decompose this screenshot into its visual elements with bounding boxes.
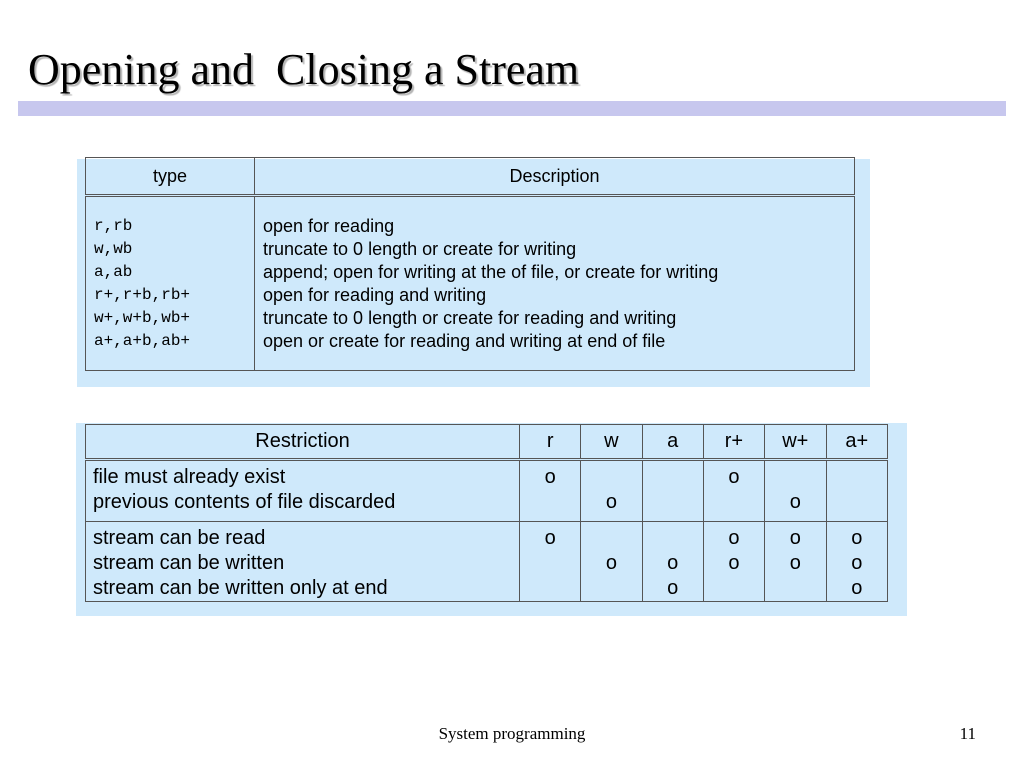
mark — [643, 465, 703, 490]
mark: o — [851, 527, 863, 549]
mode-r-header: r — [520, 425, 581, 460]
mode-type-table — [85, 157, 855, 371]
mode-r-cell — [520, 522, 581, 602]
mode-a-plus-cell — [826, 460, 887, 522]
type-item: r+,r+b,rb+ — [94, 286, 191, 304]
mark: o — [667, 577, 679, 599]
footer-text: System programming — [438, 724, 586, 743]
mark — [520, 551, 580, 576]
mode-a-cell — [642, 460, 703, 522]
restriction-text: previous contents of file discarded — [93, 491, 396, 513]
table2-row-stream-access — [86, 522, 888, 602]
mark: o — [667, 552, 679, 574]
mark: o — [728, 527, 740, 549]
mark: o — [789, 527, 801, 549]
restriction-text: stream can be read — [93, 527, 266, 549]
mode-w-plus-cell — [765, 460, 826, 522]
mark — [643, 490, 703, 515]
mark — [581, 526, 641, 551]
restriction-cell — [86, 522, 520, 602]
mode-r-plus-cell — [703, 460, 764, 522]
mark: o — [605, 552, 617, 574]
mark: o — [544, 527, 556, 549]
type-item: w,wb — [94, 240, 133, 258]
mode-w-plus-header: w+ — [765, 425, 826, 460]
mark: o — [789, 491, 801, 513]
type-cell — [86, 196, 255, 371]
restriction-cell — [86, 460, 520, 522]
page-number: 11 — [959, 724, 976, 743]
restriction-header: Restriction — [86, 425, 520, 460]
mode-a-cell — [642, 522, 703, 602]
table1-header-row — [86, 158, 855, 196]
type-item: a,ab — [94, 263, 133, 281]
mark — [643, 526, 703, 551]
mark — [827, 465, 887, 490]
mark — [765, 576, 825, 601]
mark — [704, 576, 764, 601]
mark — [704, 490, 764, 515]
description-item: open or create for reading and writing at end of file — [263, 331, 666, 351]
mode-w-header: w — [581, 425, 642, 460]
slide-title: Opening and Closing a Stream — [28, 45, 580, 94]
type-item: r,rb — [94, 217, 133, 235]
type-header: type — [86, 158, 255, 196]
mode-w-plus-cell — [765, 522, 826, 602]
mode-r-plus-header: r+ — [703, 425, 764, 460]
restriction-text: stream can be written — [93, 552, 285, 574]
restriction-text: file must already exist — [93, 466, 286, 488]
mark: o — [728, 466, 740, 488]
mode-a-header: a — [642, 425, 703, 460]
type-item: a+,a+b,ab+ — [94, 332, 191, 350]
restriction-table — [85, 424, 888, 602]
mode-a-plus-cell — [826, 522, 887, 602]
description-item: truncate to 0 length or create for reading and writing — [263, 308, 677, 328]
mark — [765, 465, 825, 490]
table1-body-row — [86, 196, 855, 371]
description-item: truncate to 0 length or create for writing — [263, 239, 577, 259]
mark: o — [851, 577, 863, 599]
mark: o — [789, 552, 801, 574]
mode-r-cell — [520, 460, 581, 522]
mark: o — [544, 466, 556, 488]
mark: o — [728, 552, 740, 574]
type-item: w+,w+b,wb+ — [94, 309, 191, 327]
title-rule — [18, 101, 1006, 116]
description-item: open for reading — [263, 216, 395, 236]
table2-header-row — [86, 425, 888, 460]
mode-w-cell — [581, 460, 642, 522]
mark: o — [851, 552, 863, 574]
mark — [581, 576, 641, 601]
description-header: Description — [255, 158, 855, 196]
mode-r-plus-cell — [703, 522, 764, 602]
mode-w-cell — [581, 522, 642, 602]
description-item: append; open for writing at the of file, or create for writing — [263, 262, 719, 282]
restriction-text: stream can be written only at end — [93, 577, 388, 599]
mark: o — [605, 491, 617, 513]
mark — [827, 490, 887, 515]
description-item: open for reading and writing — [263, 285, 487, 305]
mark — [520, 490, 580, 515]
description-cell — [255, 196, 855, 371]
mark — [581, 465, 641, 490]
table2-row-file-state — [86, 460, 888, 522]
mode-a-plus-header: a+ — [826, 425, 887, 460]
mark — [520, 576, 580, 601]
